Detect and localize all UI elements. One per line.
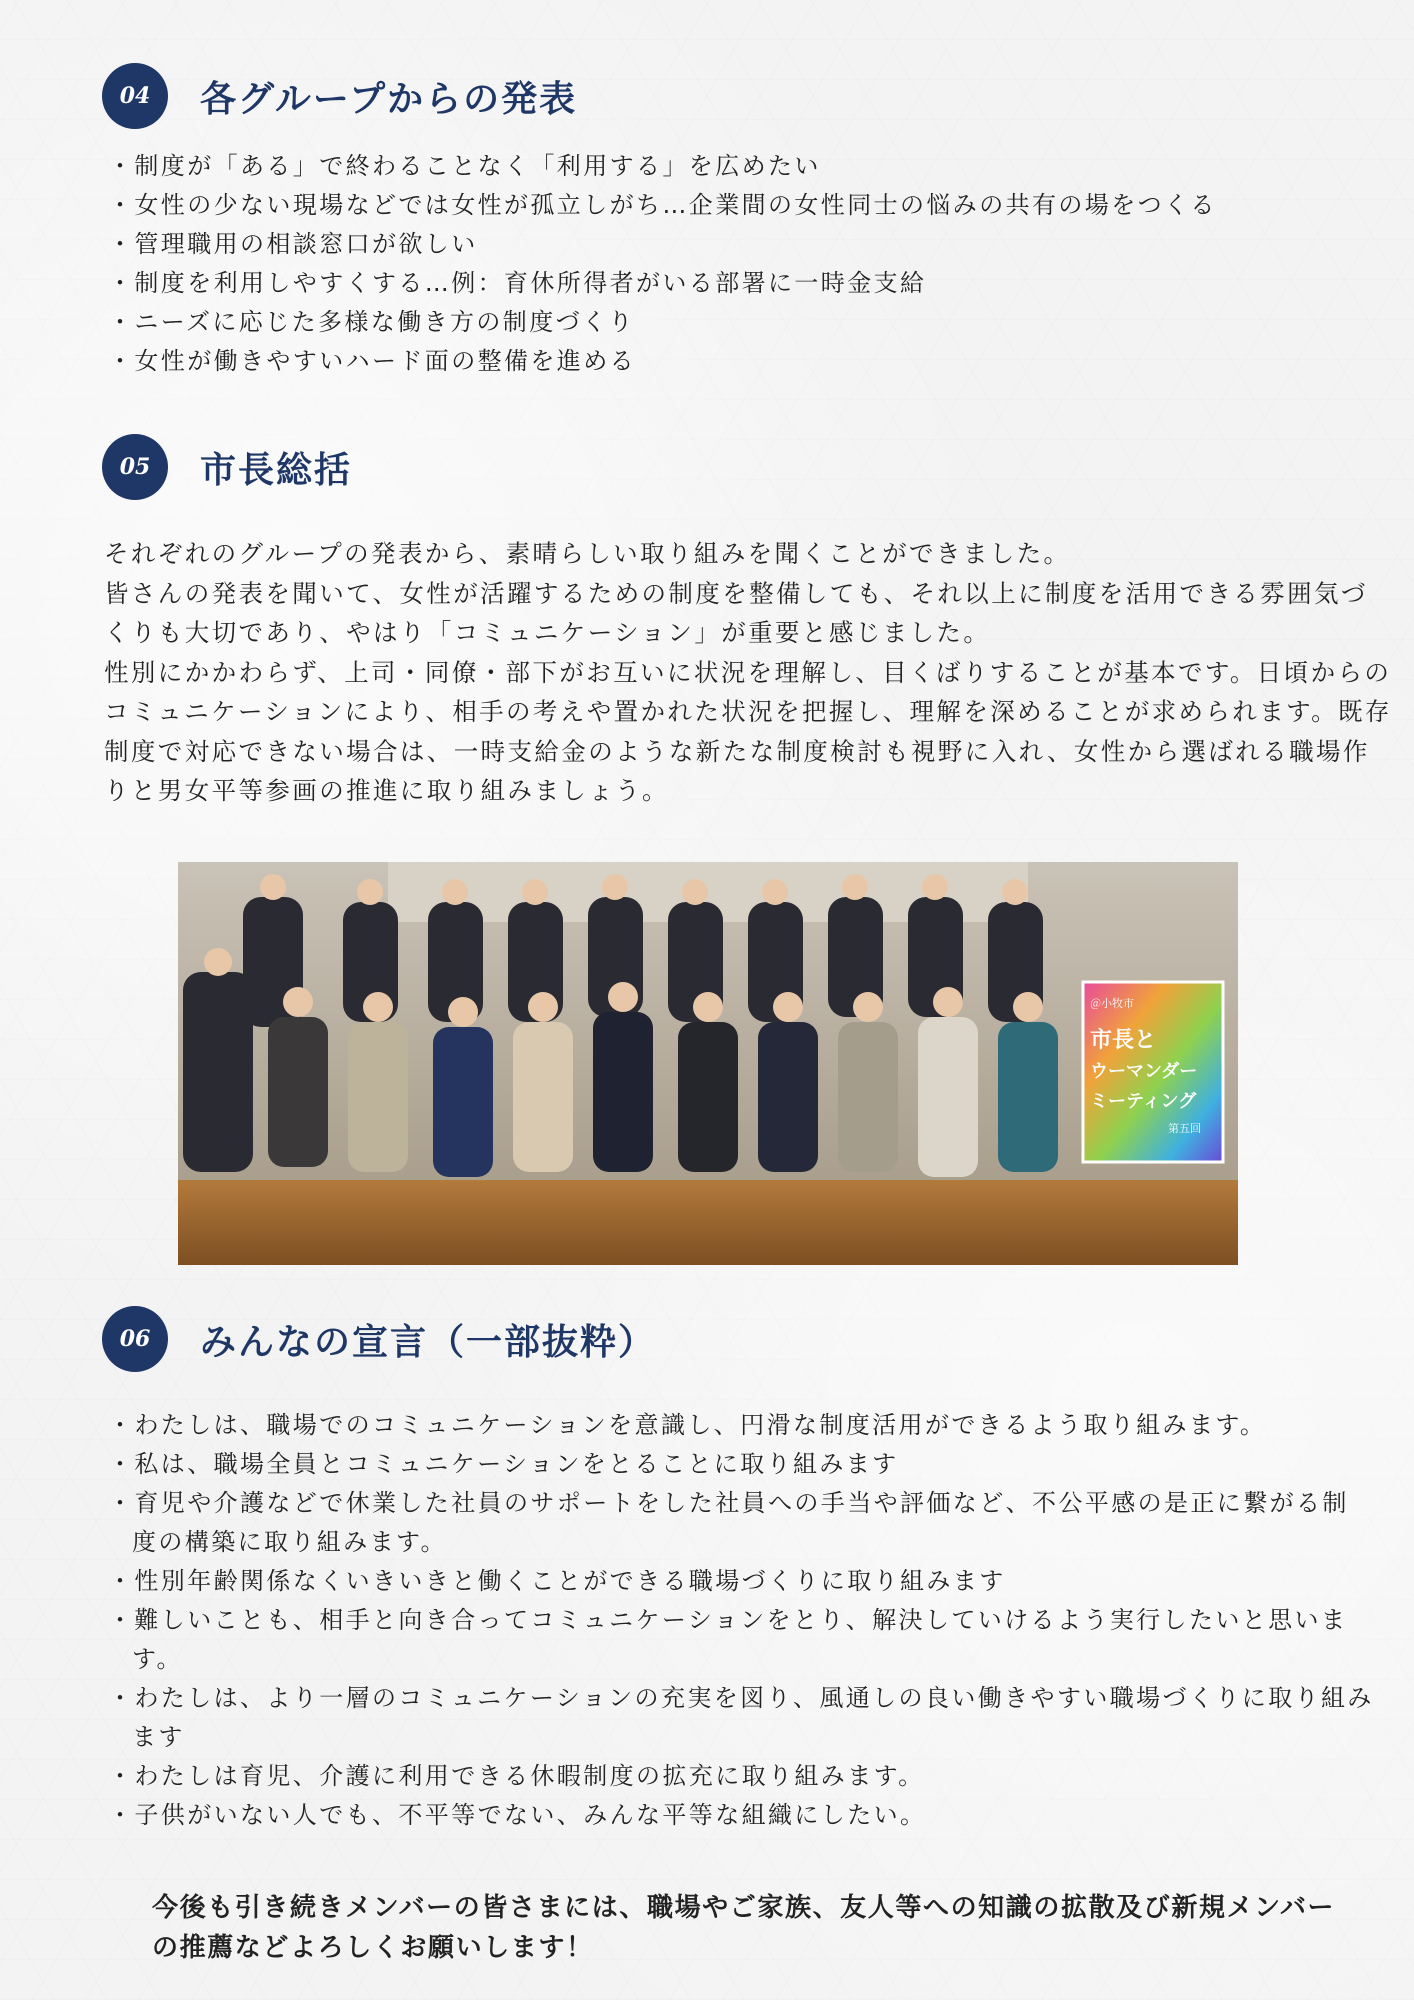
- section-number-badge: 04: [102, 63, 168, 129]
- closing-message: 今後も引き続きメンバーの皆さまには、職場やご家族、友人等への知識の拡散及び新規メンバーの推薦などよろしくお願いします！: [152, 1893, 1336, 1963]
- group-photo: [178, 862, 1238, 1265]
- list-item: ・制度を利用しやすくする…例：育休所得者がいる部署に一時金支給: [108, 269, 927, 297]
- list-item: ・制度が「ある」で終わることなく「利用する」を広めたい: [108, 152, 821, 180]
- banner-title-line2: ウーマンダー: [1090, 1061, 1198, 1082]
- list-item: ・性別年齢関係なくいきいきと働くことができる職場づくりに取り組みます: [108, 1567, 1006, 1595]
- list-item: ・私は、職場全員とコミュニケーションをとることに取り組みます: [108, 1450, 899, 1478]
- list-item: ・女性が働きやすいハード面の整備を進める: [108, 347, 636, 375]
- section-title: 各グループからの発表: [200, 78, 578, 120]
- section-06-header: [102, 1306, 656, 1372]
- banner-subtitle: 第五回: [1168, 1122, 1201, 1135]
- list-item: ・子供がいない人でも、不平等でない、みんな平等な組織にしたい。: [108, 1801, 927, 1829]
- list-item: ・女性の少ない現場などでは女性が孤立しがち…企業間の女性同士の悩みの共有の場をつくる: [108, 191, 1217, 219]
- group-photo-image: [178, 862, 1238, 1265]
- section-title: みんなの宣言（一部抜粋）: [200, 1321, 657, 1363]
- mayor-summary: [104, 534, 1394, 811]
- banner-city-text: ＠小牧市: [1090, 997, 1134, 1010]
- summary-paragraph: 皆さんの発表を聞いて、女性が活躍するための制度を整備しても、それ以上に制度を活用できる雰囲気づくりも大切であり、やはり「コミュニケーション」が重要と感じました。: [104, 578, 1368, 647]
- section-04-list: [108, 147, 1374, 381]
- summary-paragraph: それぞれのグループの発表から、素晴らしい取り組みを聞くことができました。: [104, 539, 1071, 568]
- section-05-header: [102, 434, 352, 500]
- section-04-header: [102, 63, 577, 129]
- section-number-badge: 05: [102, 434, 168, 500]
- list-item: ・管理職用の相談窓口が欲しい: [108, 230, 478, 258]
- banner-title-line3: ミーティング: [1090, 1091, 1197, 1112]
- section-number-badge: 06: [102, 1306, 168, 1372]
- summary-paragraph: 性別にかかわらず、上司・同僚・部下がお互いに状況を理解し、目くばりすることが基本です。日頃からのコミュニケーションにより、相手の考えや置かれた状況を把握し、理解を深めることが求められます。既存制度で対応できない場合は、一時支給金のような新たな制度検討も視野に入れ、女性から選ばれる職場作りと男女平等参画の推進に取り組みましょう。: [104, 657, 1392, 805]
- list-item: ・わたしは育児、介護に利用できる休暇制度の拡充に取り組みます。: [108, 1762, 925, 1790]
- list-item: ・わたしは、職場でのコミュニケーションを意識し、円滑な制度活用ができるよう取り組みます。: [108, 1411, 1267, 1439]
- section-06-list: [108, 1406, 1374, 1835]
- list-item: ・ニーズに応じた多様な働き方の制度づくり: [108, 308, 635, 336]
- list-item: ・わたしは、より一層のコミュニケーションの充実を図り、風通しの良い働きやすい職場づくりに取り組みます: [108, 1684, 1374, 1751]
- section-title: 市長総括: [200, 449, 353, 491]
- banner-title-line1: 市長と: [1090, 1028, 1157, 1053]
- list-item: ・難しいことも、相手と向き合ってコミュニケーションをとり、解決していけるよう実行したいと思います。: [108, 1606, 1348, 1673]
- list-item: ・育児や介護などで休業した社員のサポートをした社員への手当や評価など、不公平感の是正に繋がる制度の構築に取り組みます。: [108, 1489, 1349, 1556]
